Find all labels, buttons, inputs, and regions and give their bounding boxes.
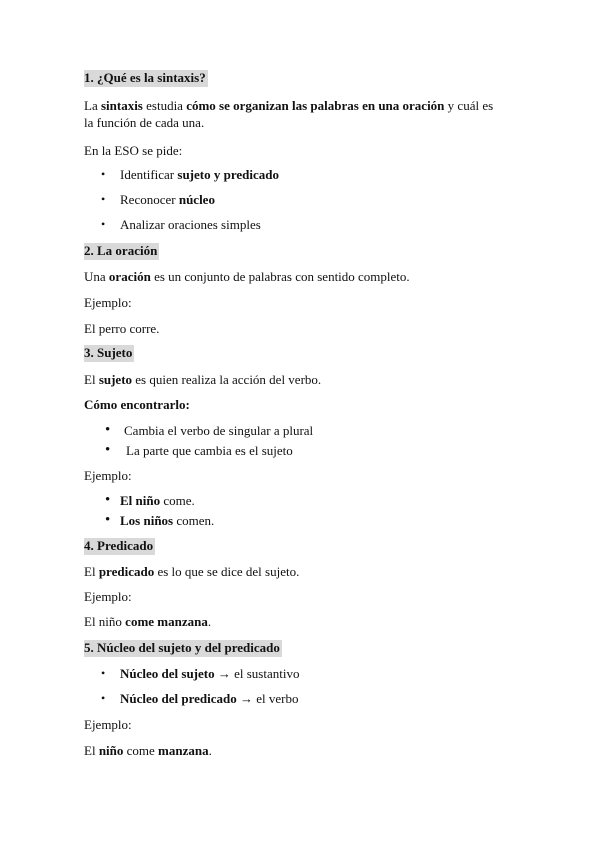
- list-item: • Cambia el verbo de singular a plural: [84, 423, 504, 440]
- section-5: [84, 640, 282, 657]
- example-label: Ejemplo:: [84, 295, 132, 310]
- section-3-paragraph: El sujeto es quien realiza la acción del verbo.: [84, 372, 322, 387]
- section-1-heading: 1. ¿Qué es la sintaxis?: [84, 70, 206, 85]
- list-item: • Identificar sujeto y predicado: [84, 167, 504, 184]
- list-item: • Núcleo del sujeto → el sustantivo: [84, 666, 504, 683]
- example-label: Ejemplo:: [84, 589, 132, 604]
- list-item: • Los niños comen.: [84, 513, 504, 530]
- list-item: • El niño come.: [84, 493, 504, 510]
- section-1-paragraph: La sintaxis estudia cómo se organizan las palabras en una oración y cuál es la función de cada una.: [84, 98, 494, 130]
- section-2-heading: 2. La oración: [84, 243, 158, 258]
- sujeto-examples-list: [84, 493, 504, 530]
- section-1: [84, 70, 208, 87]
- section-4-heading: 4. Predicado: [84, 538, 154, 553]
- example-label: Ejemplo:: [84, 468, 132, 483]
- section-2: [84, 243, 159, 260]
- section-5-heading: 5. Núcleo del sujeto y del predicado: [84, 640, 280, 655]
- example-text: El niño come manzana.: [84, 614, 212, 629]
- eso-intro: En la ESO se pide:: [84, 143, 183, 158]
- nucleo-list: [84, 666, 504, 708]
- list-item: • Analizar oraciones simples: [84, 217, 504, 234]
- how-to-find-list: [84, 423, 504, 460]
- list-item: • La parte que cambia es el sujeto: [84, 443, 504, 460]
- list-item: • Núcleo del predicado → el verbo: [84, 691, 504, 708]
- list-item: • Reconocer núcleo: [84, 192, 504, 209]
- section-4-paragraph: El predicado es lo que se dice del sujeto.: [84, 564, 300, 579]
- example-label: Ejemplo:: [84, 717, 132, 732]
- section-2-paragraph: Una oración es un conjunto de palabras con sentido completo.: [84, 269, 410, 284]
- section-3-heading: 3. Sujeto: [84, 345, 133, 360]
- how-to-find-heading: Cómo encontrarlo:: [84, 397, 190, 412]
- section-4: [84, 538, 155, 555]
- example-text: El niño come manzana.: [84, 743, 212, 758]
- example-text: El perro corre.: [84, 321, 160, 336]
- section-3: [84, 345, 134, 362]
- eso-list: [84, 167, 504, 234]
